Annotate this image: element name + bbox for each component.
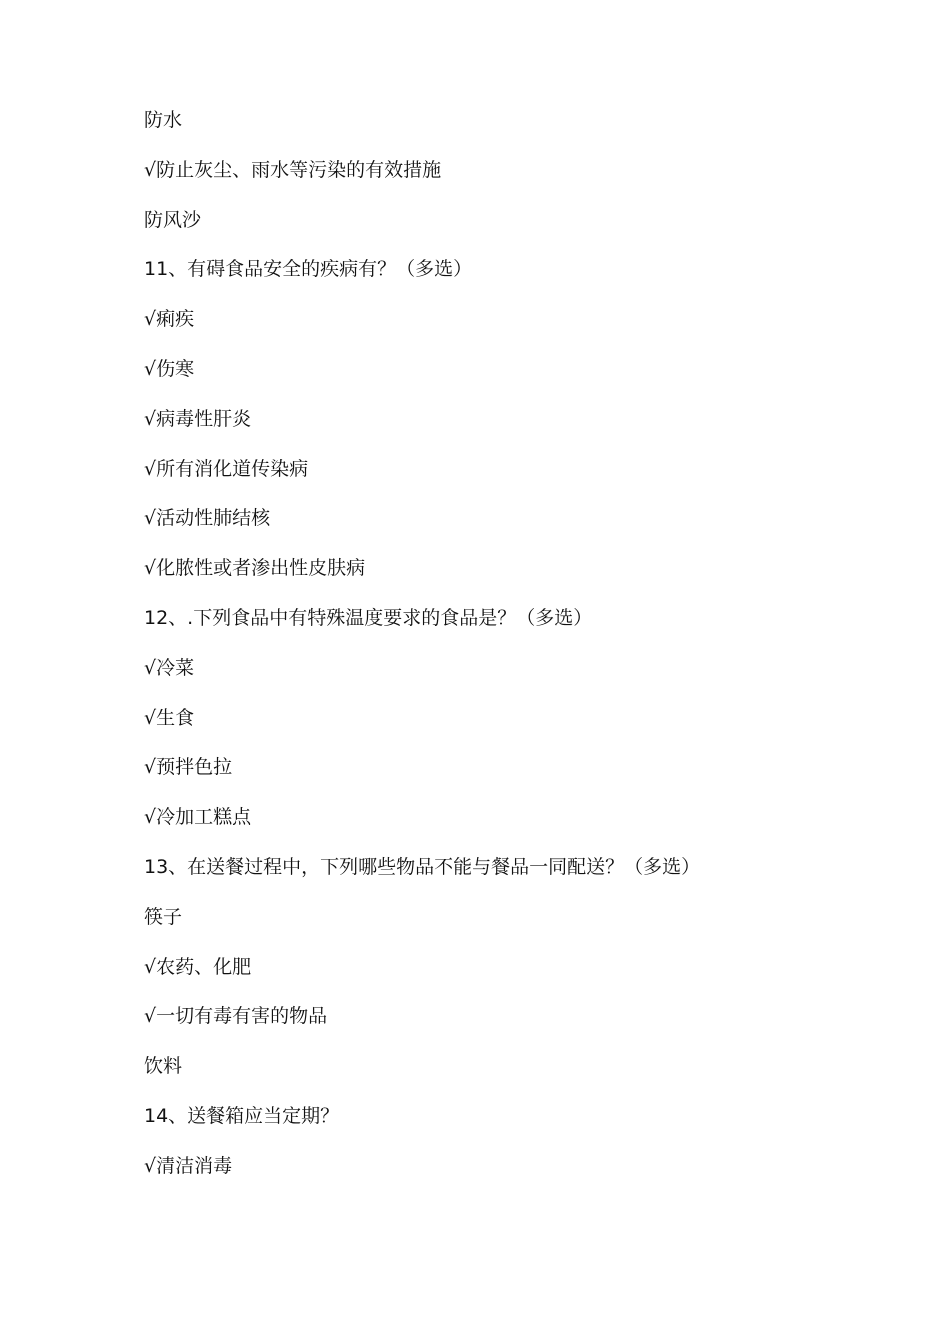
option-prevent-contamination: √防止灰尘、雨水等污染的有效措施 [144,158,442,181]
option-cold-dishes: √冷菜 [144,656,195,679]
option-cold-pastry: √冷加工糕点 [144,806,252,829]
option-salad: √预拌色拉 [144,756,233,779]
document-body [144,105,844,1201]
option-typhoid: √伤寒 [144,357,195,380]
option-toxic-items: √一切有毒有害的物品 [144,1005,328,1028]
option-clean-disinfect: √清洁消毒 [144,1154,233,1177]
option-dysentery: √痢疾 [144,308,195,331]
option-beverages: 饮料 [144,1055,183,1078]
option-windproof: 防风沙 [144,208,202,231]
question-12: 12、.下列食品中有特殊温度要求的食品是？（多选） [144,606,593,629]
question-14: 14、送餐箱应当定期？ [144,1104,340,1127]
option-waterproof: 防水 [144,109,183,131]
option-active-tuberculosis: √活动性肺结核 [144,507,271,530]
option-chopsticks: 筷子 [144,905,183,928]
option-digestive-infections: √所有消化道传染病 [144,457,309,480]
question-11: 11、有碍食品安全的疾病有？（多选） [144,258,473,281]
option-pesticides: √农药、化肥 [144,955,252,978]
option-raw-food: √生食 [144,706,195,729]
option-viral-hepatitis: √病毒性肝炎 [144,407,252,430]
option-skin-disease: √化脓性或者渗出性皮肤病 [144,557,366,580]
question-13: 13、在送餐过程中，下列哪些物品不能与餐品一同配送？（多选） [144,855,701,878]
